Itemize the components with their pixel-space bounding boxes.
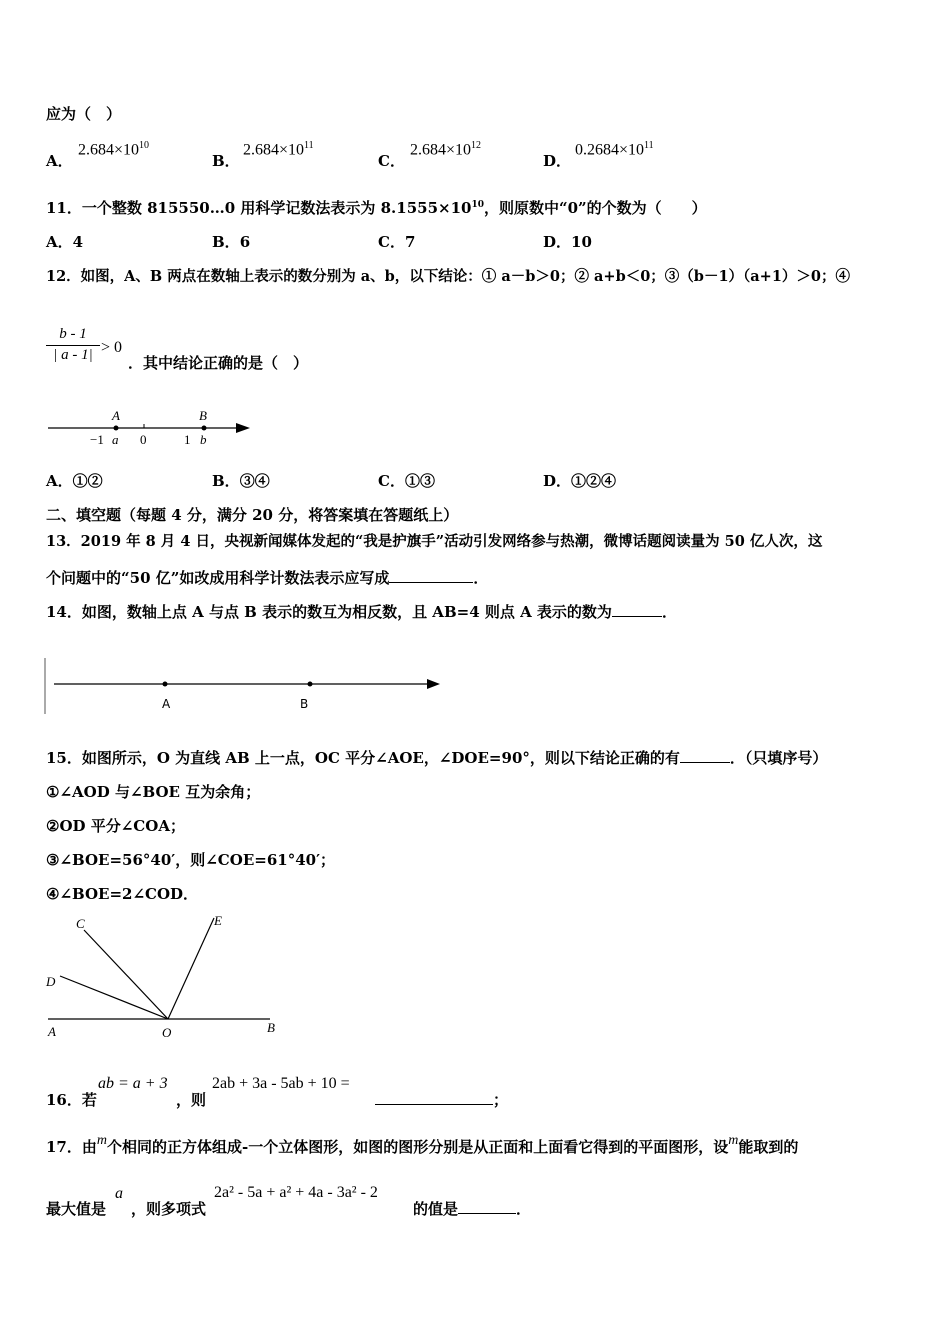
q15-ray-oc — [84, 930, 168, 1019]
q12-fraction — [46, 326, 100, 364]
q12-option-c: C．①③ — [378, 472, 435, 490]
q12-fraction-denominator: | a - 1| — [46, 345, 100, 364]
q13-line1: 13．2019 年 8 月 4 日，央视新闻媒体发起的“我是护旗手”活动引发网络参与热潮，微博话题阅读量为 50 亿人次，这 — [46, 533, 823, 550]
q12-option-a: A．①② — [46, 472, 103, 490]
q10-option-b-letter: B． — [212, 152, 240, 170]
q14-answer-blank[interactable] — [612, 602, 662, 617]
q11-option-a: A．4 — [46, 233, 84, 251]
q16-expression: 2ab + 3a - 5ab + 10 = — [212, 1075, 350, 1092]
q15-answer-blank[interactable] — [680, 748, 730, 763]
q16-condition: ab = a + 3 — [98, 1075, 168, 1092]
q12-stem: 12．如图，A、B 两点在数轴上表示的数分别为 a、b，以下结论：① a－b＞0；② a+b＜0；③（b－1）（a+1）＞0；④ — [46, 268, 851, 285]
q16-answer: ； — [375, 1089, 508, 1110]
q10-option-d-letter: D． — [543, 152, 572, 170]
q12-tick-minus-one: −1 — [90, 432, 104, 447]
q15-ray-od — [60, 976, 168, 1019]
q16-then: ，则 — [176, 1091, 207, 1109]
q12-tick-b: b — [200, 432, 207, 447]
q12-number-line — [46, 406, 256, 451]
q11-stem: 11．一个整数 815550…0 用科学记数法表示为 $8.1555\times 10^{10}$，则原数中“0”的个数为（ ） — [46, 199, 707, 217]
q14-arrow — [427, 679, 440, 689]
q14-number-line — [44, 656, 444, 716]
q12-label-b: B — [199, 408, 207, 423]
q16-label: 16．若 — [46, 1091, 97, 1109]
q12-option-b: B．③④ — [212, 472, 270, 490]
q15-label-o: O — [162, 1025, 172, 1040]
section-fill-in-heading: 二、填空题（每题 4 分，满分 20 分，将答案填在答题纸上） — [46, 506, 459, 524]
q15-label-e: E — [214, 913, 222, 928]
q12-arrow — [236, 423, 250, 433]
q11-option-d: D．10 — [543, 233, 592, 251]
q10-option-c-value: $2.684\times 10^{12}$ — [410, 140, 482, 159]
q14-label-a: A — [162, 697, 171, 711]
q16-answer-blank[interactable] — [375, 1090, 493, 1105]
q15-label-c: C — [76, 916, 85, 931]
q11-option-b: B．6 — [212, 233, 251, 251]
q17-line1: 17．由m个相同的正方体组成-一个立体图形，如图的图形分别是从正面和上面看它得到的平面图形，设m能取到的 — [46, 1133, 799, 1156]
q13-line2: 个问题中的“50 亿”如改成用科学计数法表示应写成 ． — [46, 569, 489, 587]
q17-polynomial: 2a² - 5a + a² + 4a - 3a² - 2 — [214, 1184, 378, 1201]
q12-tick-zero-label: 0 — [140, 432, 147, 447]
q13-answer-blank[interactable] — [389, 568, 473, 583]
q17-var-a: a — [115, 1185, 123, 1202]
q17-var-m1: m — [96, 1133, 107, 1148]
q15-label-b: B — [267, 1020, 275, 1035]
q11-option-c: C．7 — [378, 233, 416, 251]
q17-answer-blank[interactable] — [458, 1199, 516, 1214]
q17-line2-b: ，则多项式 — [131, 1200, 207, 1218]
q10-option-d-value: $0.2684\times 10^{11}$ — [575, 140, 654, 159]
q17-var-m2: m — [728, 1133, 739, 1148]
q12-option-d: D．①②④ — [543, 472, 617, 490]
q15-ray-oe — [168, 918, 214, 1019]
q15-label-a: A — [48, 1024, 56, 1039]
q12-fraction-relation: > 0 — [101, 339, 123, 356]
q14-point-b — [308, 682, 313, 687]
q14-label-b: B — [300, 697, 309, 711]
q10-option-a-letter: A． — [46, 152, 73, 170]
q12-point-b — [202, 426, 207, 431]
q15-item-4: ④∠BOE=2∠COD． — [46, 885, 199, 903]
q10-option-b-value: $2.684\times 10^{11}$ — [243, 140, 314, 159]
q15-item-1: ①∠AOD 与∠BOE 互为余角； — [46, 783, 261, 801]
q10-option-c-letter: C． — [378, 152, 405, 170]
q12-label-a: A — [112, 408, 120, 423]
q12-stem-tail: ．其中结论正确的是（ ） — [128, 354, 309, 372]
q15-item-3: ③∠BOE=56°40′，则∠COE=61°40′； — [46, 851, 336, 869]
q14-point-a — [163, 682, 168, 687]
q12-fraction-numerator: b - 1 — [59, 326, 87, 342]
q12-tick-one: 1 — [184, 432, 191, 447]
q14-stem: 14．如图，数轴上点 A 与点 B 表示的数互为相反数，且 AB=4 则点 A 表示的数为 ． — [46, 603, 677, 621]
q15-stem: 15．如图所示，O 为直线 AB 上一点，OC 平分∠AOE，∠DOE=90°，则以下结论正确的有 ．（只填序号） — [46, 749, 828, 767]
q17-line2-c: 的值是 ． — [413, 1200, 532, 1218]
q10-option-a-value: $2.684\times 10^{10}$ — [78, 140, 150, 159]
q17-line2-a: 最大值是 — [46, 1200, 107, 1218]
q12-point-a — [114, 426, 119, 431]
q12-tick-a: a — [112, 432, 119, 447]
q10-stem-tail: 应为（ ） — [46, 105, 122, 123]
q15-angle-figure — [44, 912, 294, 1042]
q15-item-2: ②OD 平分∠COA； — [46, 817, 185, 835]
q15-label-d: D — [46, 974, 56, 989]
